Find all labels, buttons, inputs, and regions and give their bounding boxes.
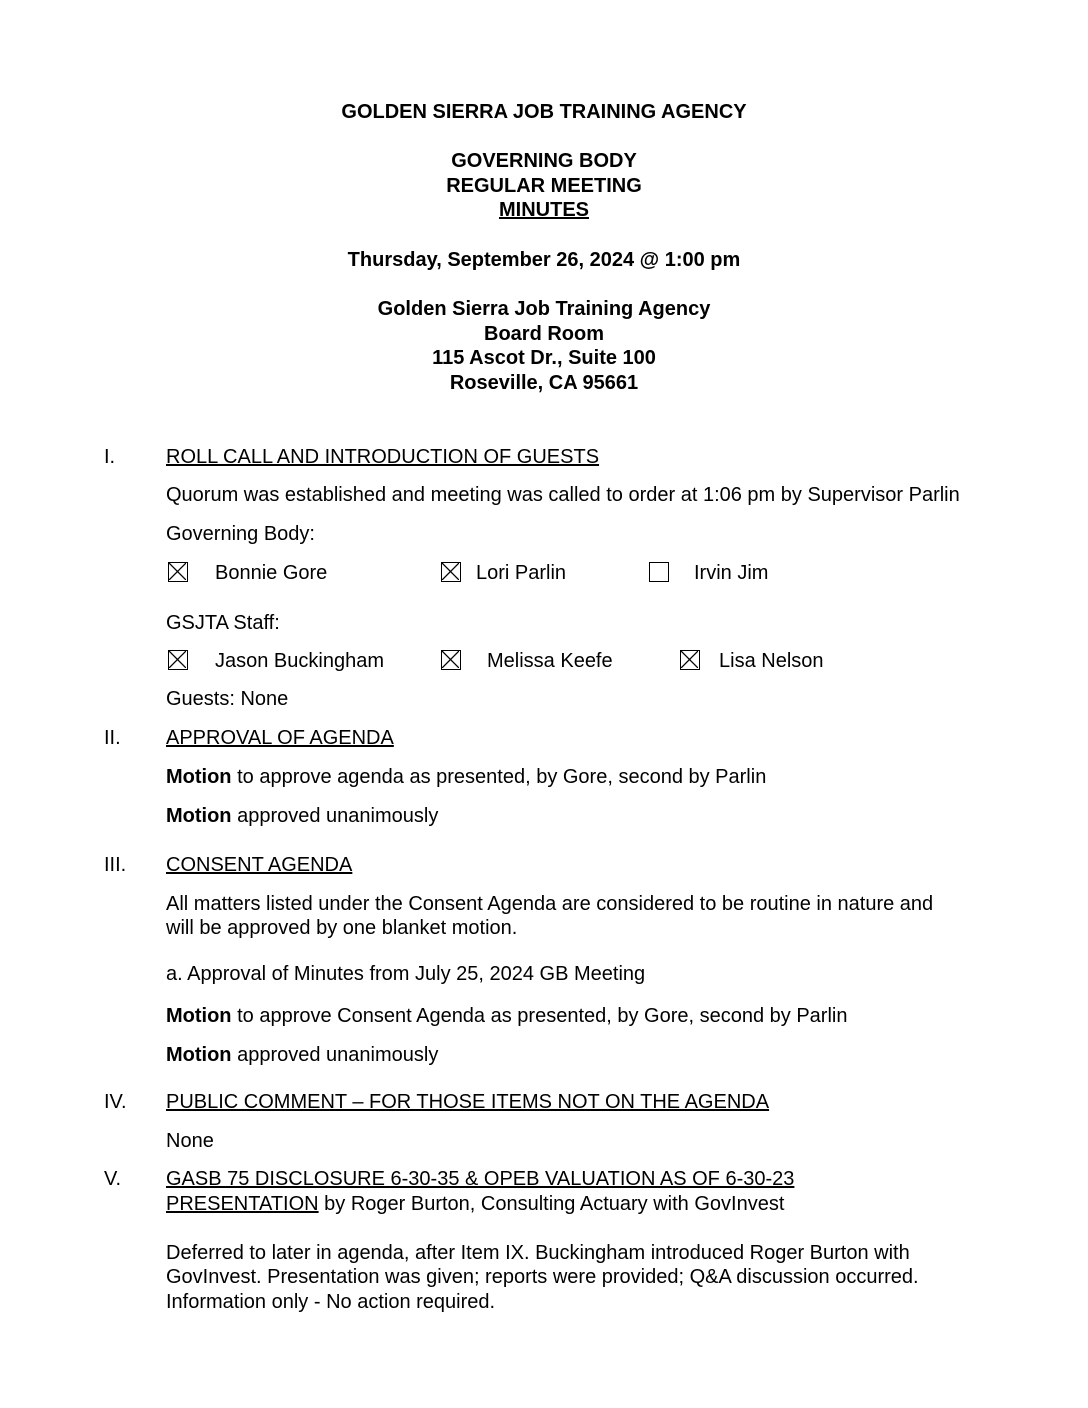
motion-word: Motion [166, 805, 232, 827]
location-line-4: Roseville, CA 95661 [449, 372, 639, 394]
section-4-number: IV. [104, 1091, 127, 1113]
motion-text: to approve Consent Agenda as presented, by Gore, second by Parlin [231, 1005, 848, 1027]
doc-type-wrap [0, 198, 1088, 222]
section-2-title: APPROVAL OF AGENDA [166, 727, 394, 749]
public-comment-body: None [166, 1130, 214, 1152]
staff-name: Melissa Keefe [487, 650, 613, 672]
section-2-number: II. [104, 727, 121, 749]
section-5-number: V. [104, 1168, 122, 1190]
motion-word: Motion [166, 1044, 232, 1066]
section-5-body-line-2: GovInvest. Presentation was given; reports were provided; Q&A discussion occurred. [166, 1266, 919, 1288]
doc-type: MINUTES [499, 199, 589, 221]
section-5-body-line-1: Deferred to later in agenda, after Item IX. Buckingham introduced Roger Burton with [166, 1242, 910, 1264]
section-4-title: PUBLIC COMMENT – FOR THOSE ITEMS NOT ON THE AGENDA [166, 1091, 770, 1113]
member-name: Irvin Jim [694, 562, 769, 584]
section-3-number: III. [104, 854, 127, 876]
member-name: Bonnie Gore [215, 562, 328, 584]
section-1-title: ROLL CALL AND INTRODUCTION OF GUESTS [166, 446, 600, 468]
checkbox-lisa-nelson [680, 650, 700, 670]
motion-word: Motion [166, 1005, 232, 1027]
quorum-text: Quorum was established and meeting was called to order at 1:06 pm by Supervisor Parlin [166, 484, 960, 506]
body-title: GOVERNING BODY [451, 150, 637, 172]
consent-item-a: a. Approval of Minutes from July 25, 2024 GB Meeting [166, 963, 646, 985]
consent-desc-line-1: All matters listed under the Consent Agenda are considered to be routine in nature and [166, 893, 934, 915]
checkbox-lori-parlin [441, 562, 461, 582]
staff-label: GSJTA Staff: [166, 612, 280, 634]
section-5-presenter: by Roger Burton, Consulting Actuary with GovInvest [318, 1193, 785, 1215]
motion-approve-agenda [166, 765, 766, 789]
checkbox-bonnie-gore [168, 562, 188, 582]
section-5-title-line-2 [166, 1192, 784, 1216]
consent-desc-line-2: will be approved by one blanket motion. [166, 917, 518, 939]
staff-name: Lisa Nelson [719, 650, 824, 672]
governing-body-label: Governing Body: [166, 523, 315, 545]
motion-text: to approve agenda as presented, by Gore, second by Parlin [231, 766, 767, 788]
section-3-title: CONSENT AGENDA [166, 854, 353, 876]
guests-text: Guests: None [166, 688, 289, 710]
section-5-body-line-3: Information only - No action required. [166, 1291, 496, 1313]
location-line-3: 115 Ascot Dr., Suite 100 [432, 347, 656, 369]
motion-text: approved unanimously [231, 1044, 439, 1066]
member-name: Lori Parlin [476, 562, 567, 584]
motion-result-agenda [166, 804, 438, 828]
section-5-title-line-1: GASB 75 DISCLOSURE 6-30-35 & OPEB VALUATION AS OF 6-30-23 [166, 1168, 795, 1190]
meeting-datetime: Thursday, September 26, 2024 @ 1:00 pm [347, 249, 741, 271]
motion-result-consent [166, 1043, 438, 1067]
motion-word: Motion [166, 766, 232, 788]
motion-approve-consent [166, 1004, 847, 1028]
location-line-2: Board Room [484, 323, 604, 345]
section-1-number: I. [104, 446, 116, 468]
checkbox-melissa-keefe [441, 650, 461, 670]
location-line-1: Golden Sierra Job Training Agency [377, 298, 711, 320]
checkbox-irvin-jim [649, 562, 669, 582]
section-5-title-part: PRESENTATION [166, 1193, 319, 1215]
checkbox-jason-buckingham [168, 650, 188, 670]
org-title: GOLDEN SIERRA JOB TRAINING AGENCY [341, 101, 747, 123]
motion-text: approved unanimously [231, 805, 439, 827]
staff-name: Jason Buckingham [215, 650, 384, 672]
meeting-title: REGULAR MEETING [446, 175, 642, 197]
